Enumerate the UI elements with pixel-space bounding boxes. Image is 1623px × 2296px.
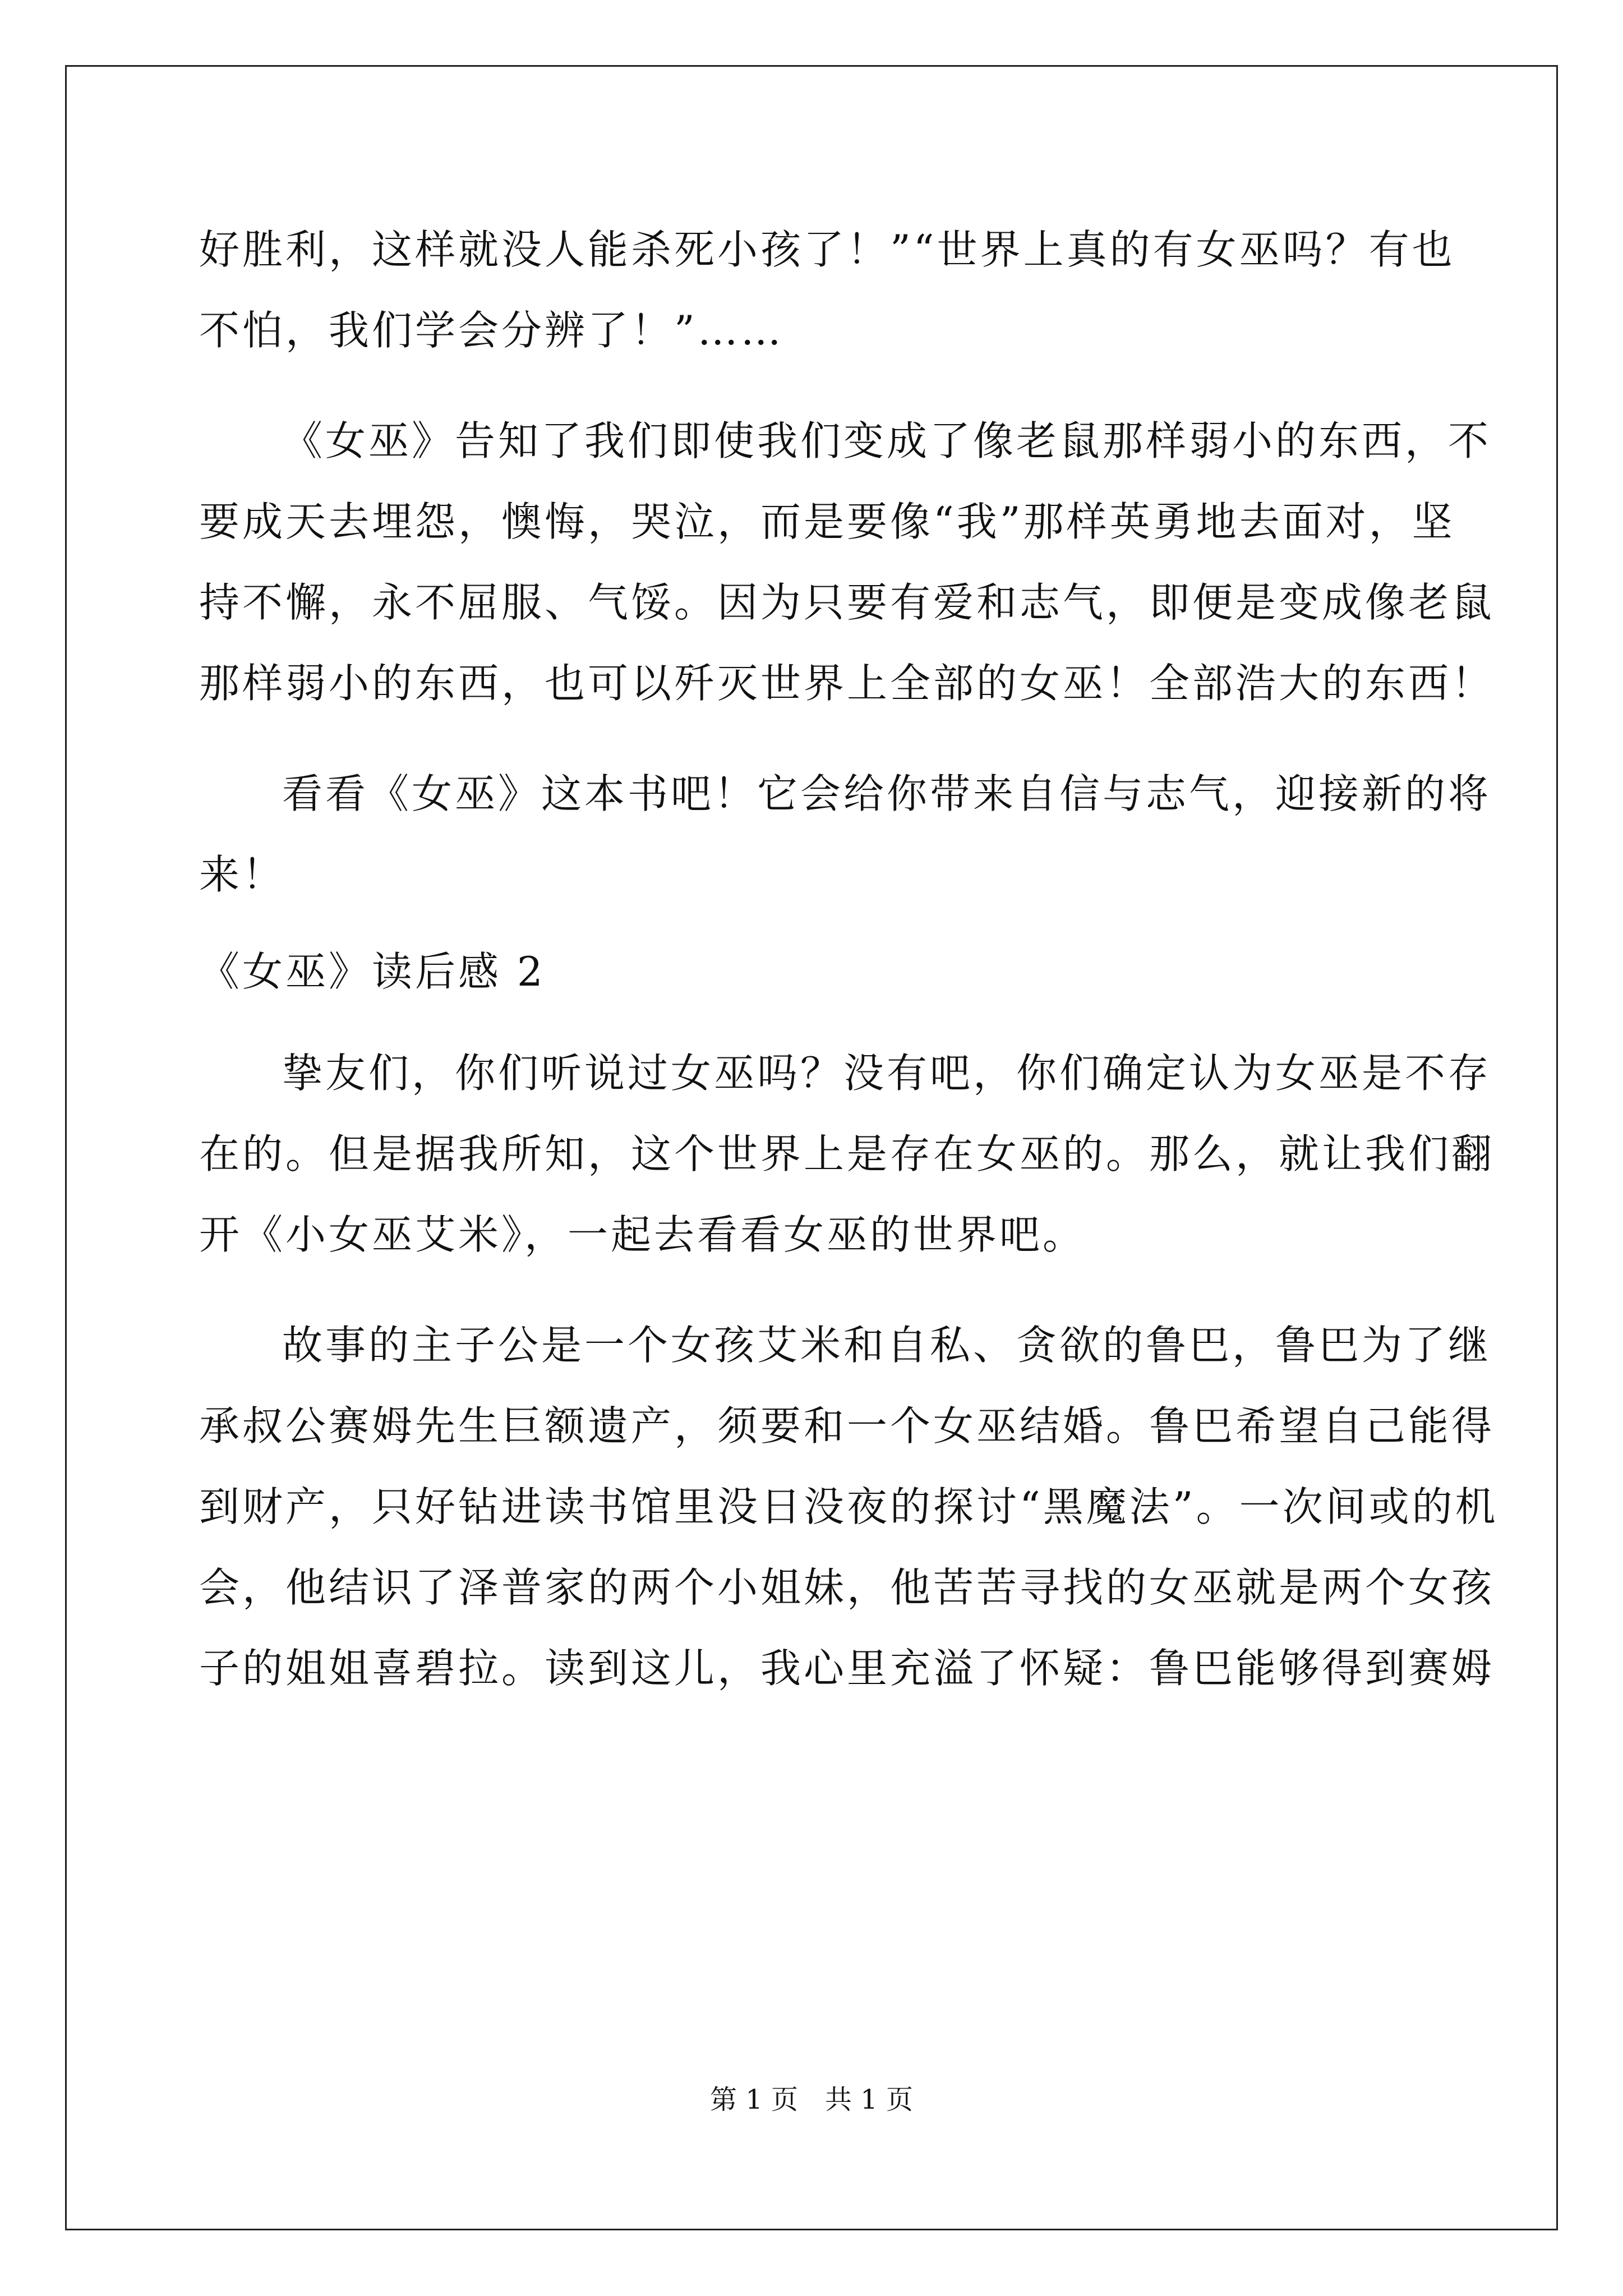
paragraph-line-13: 故事的主子公是一个女孩艾米和自私、贪欲的鲁巴，鲁巴为了继 [282, 1322, 1492, 1369]
text-line-1: 好胜利，这样就没人能杀死小孩了！”“世界上真的有女巫吗？有也 [199, 226, 1455, 273]
paragraph-line-8: 来！ [199, 851, 286, 898]
paragraph-line-3: 《女巫》告知了我们即使我们变成了像老鼠那样弱小的东西，不 [282, 417, 1492, 464]
paragraph-line-15: 到财产，只好钻进读书馆里没日没夜的探讨“黑魔法”。一次间或的机 [199, 1483, 1498, 1530]
paragraph-line-4: 要成天去埋怨，懊悔，哭泣，而是要像“我”那样英勇地去面对，坚 [199, 498, 1455, 545]
page-number: 第 1 页 共 1 页 [709, 2084, 914, 2115]
paragraph-line-5: 持不懈，永不屈服、气馁。因为只要有爱和志气，即便是变成像老鼠 [199, 579, 1495, 626]
section-heading: 《女巫》读后感 2 [199, 948, 546, 995]
paragraph-line-10: 挚友们，你们听说过女巫吗？没有吧，你们确定认为女巫是不存 [282, 1050, 1492, 1097]
paragraph-line-17: 子的姐姐喜碧拉。读到这儿，我心里充溢了怀疑：鲁巴能够得到赛姆 [199, 1645, 1495, 1692]
paragraph-line-16: 会，他结识了泽普家的两个小姐妹，他苦苦寻找的女巫就是两个女孩 [199, 1564, 1495, 1611]
paragraph-line-6: 那样弱小的东西，也可以歼灭世界上全部的女巫！全部浩大的东西！ [199, 660, 1495, 707]
paragraph-line-11: 在的。但是据我所知，这个世界上是存在女巫的。那么，就让我们翻 [199, 1130, 1495, 1177]
paragraph-line-7: 看看《女巫》这本书吧！它会给你带来自信与志气，迎接新的将 [282, 770, 1492, 817]
text-line-2: 不怕，我们学会分辨了！”…… [199, 307, 784, 354]
paragraph-line-14: 承叔公赛姆先生巨额遗产，须要和一个女巫结婚。鲁巴希望自己能得 [199, 1402, 1495, 1450]
paragraph-line-12: 开《小女巫艾米》，一起去看看女巫的世界吧。 [199, 1211, 1086, 1258]
